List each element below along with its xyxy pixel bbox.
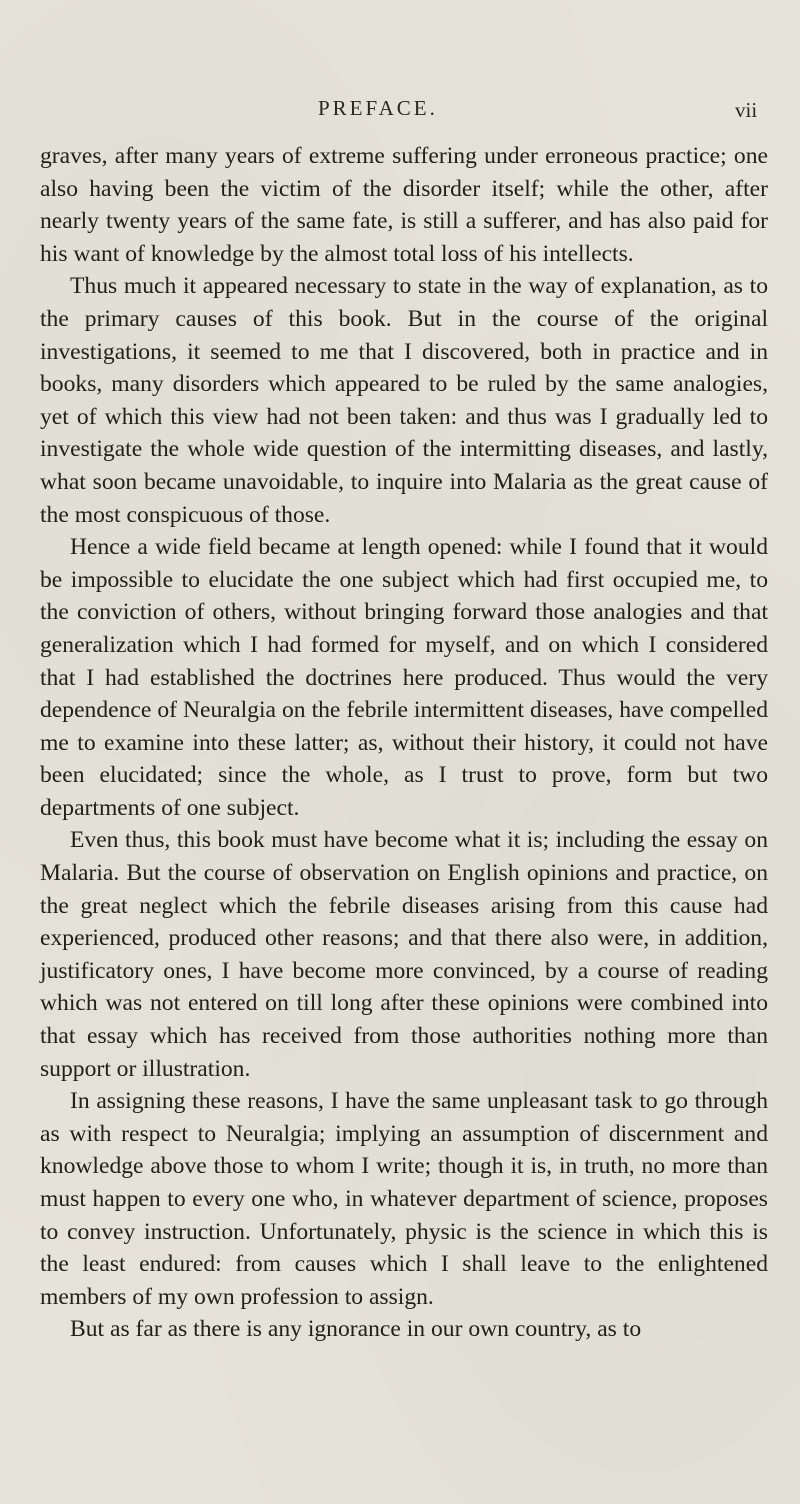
paragraph-ignorance: But as far as there is any ignorance in our own country, as to — [70, 1316, 642, 1343]
page-number: vii — [735, 98, 758, 122]
paragraph-assigning-reasons: In assigning these reasons, I have the same unpleasant task to go through as with respect to Neuralgia; implying an assumption of discernment and knowledge above those to whom I write; though it is, in truth, no more than must happen to every one who, in whatever department of science, proposes to convey instruction. Unfortunately, physic is the science in which this is the least endured: from causes which I shall leave to the enlightened members of my own profession to assign. — [40, 1088, 768, 1310]
paragraph-explanation: Thus much it appeared necessary to state in the way of explanation, as to the primary causes of this book. But in the course of the original investigations, it seemed to me that I discovered, both in practice and in books, many disorders which appeared to be ruled by the same analogies, yet of which this view had not been taken: and thus was I gradually led to investigate the whole wide question of the intermitting diseases, and lastly, what soon became unavoidable, to inquire into Malaria as the great cause of the most conspicuous of those. — [40, 273, 768, 528]
running-head — [0, 96, 800, 128]
body-text — [40, 140, 768, 1346]
paragraph-wide-field: Hence a wide field became at length opened: while I found that it would be impossible to elucidate the one subject which had first occupied me, to the conviction of others, without bringing forward those analogies and that generalization which I had formed for myself, and on which I considered that I had established the doctrines here produced. Thus would the very dependence of Neuralgia on the febrile intermittent diseases, have compelled me to examine into these latter; as, without their history, it could not have been elucidated; since the whole, as I trust to prove, form but two departments of one subject. — [40, 534, 768, 821]
paragraph-continuation: graves, after many years of extreme suffering under erroneous practice; one also having been the victim of the disorder itself; while the other, after nearly twenty years of the same fate, is still a sufferer, and has also paid for his want of knowledge by the almost total loss of his intellects. — [40, 143, 768, 267]
paragraph-essay-on-malaria: Even thus, this book must have become what it is; including the essay on Malaria. But the course of observation on English opinions and practice, on the great neglect which the febrile diseases arising from this cause had experienced, produced other reasons; and that there also were, in addition, justificatory ones, I have become more convinced, by a course of reading which was not entered on till long after these opinions were combined into that essay which has received from those authorities nothing more than support or illustration. — [40, 827, 768, 1082]
running-title: PREFACE. — [318, 96, 438, 120]
